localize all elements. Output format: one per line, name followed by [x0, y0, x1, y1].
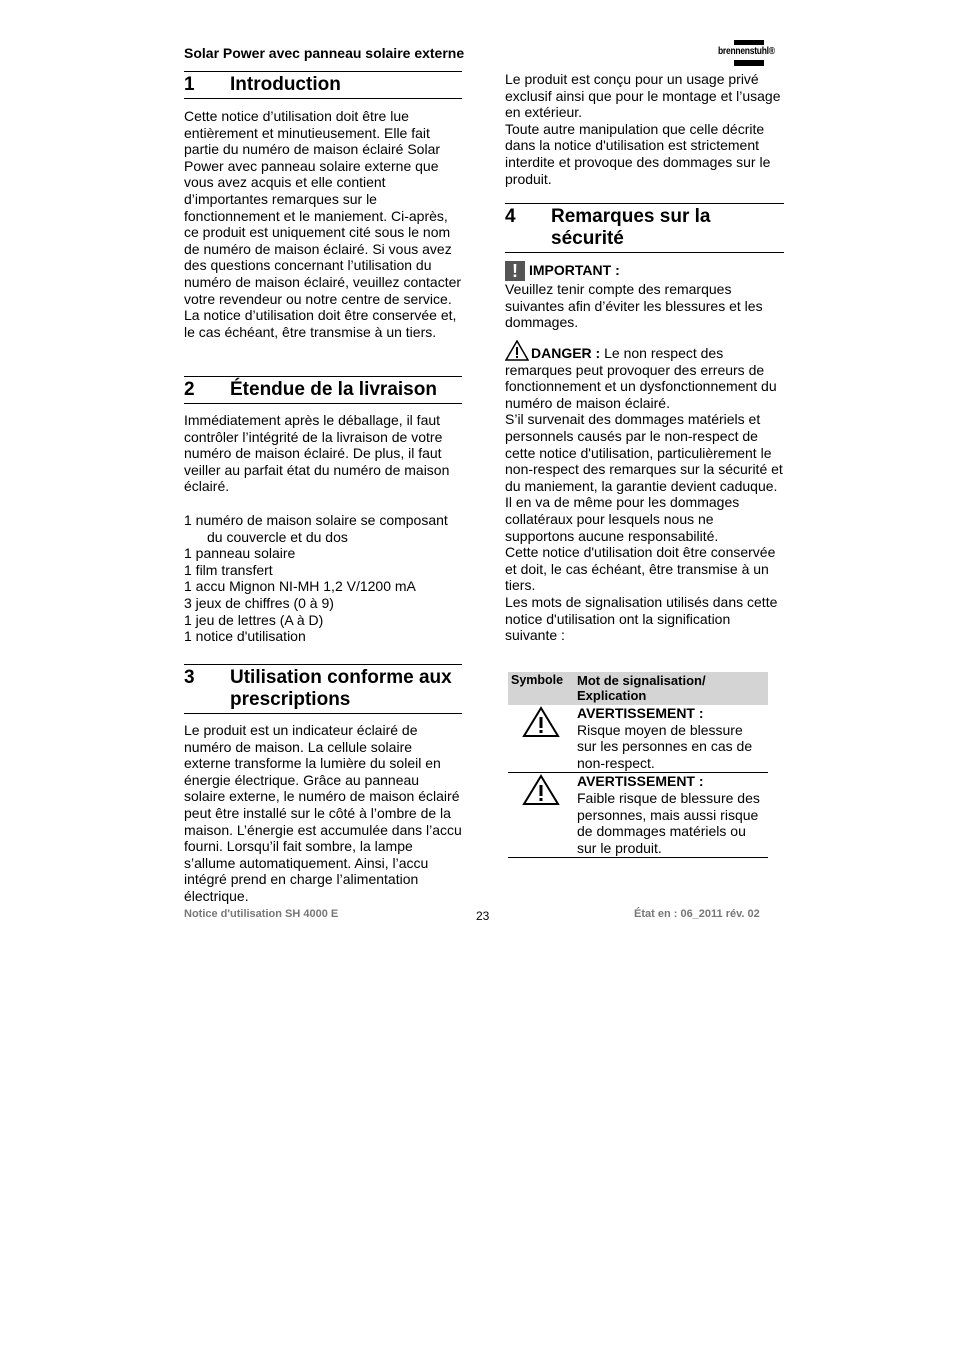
important-text: Veuillez tenir compte des remarques suivantes afin d’éviter les blessures et les dommages.: [505, 281, 763, 331]
safety-paragraph-2: Il en va de même pour les dommages collatéraux pour lesquels nous ne supportons aucune responsabilité.: [505, 494, 740, 544]
delivery-items-list: [184, 512, 462, 645]
section-3-number: 3: [184, 667, 195, 688]
section-4-heading: [505, 203, 784, 253]
signal-word: AVERTISSEMENT :: [577, 705, 704, 721]
danger-notice: [505, 340, 784, 644]
exclamation-icon: !: [505, 261, 525, 281]
table-cell-meaning: [574, 705, 768, 773]
logo-wordmark: brennenstuhl®: [718, 46, 775, 57]
list-item: 1 film transfert: [184, 561, 273, 578]
safety-paragraph-4: Les mots de signalisation utilisés dans cette notice d'utilisation ont la signification suivante :: [505, 593, 778, 644]
important-label: IMPORTANT :: [529, 262, 620, 278]
section-3-title: Utilisation conforme aux prescriptions: [230, 667, 452, 710]
section-1-paragraph: Cette notice d’utilisation doit être lue entièrement et minutieusement. Elle fait partie du numéro de maison éclairé Solar Power avec panneau solaire externe que vous avez acquis et elle contient d’importantes remarques sur le fonctionnement et le maniement. Ci-après, ce produit est uniquement cité sous le nom de numéro de maison éclairé. Si vous avez des questions concernant l’utilisation du numéro de maison éclairé, veuillez contacter votre revendeur ou notre centre de service. La notice d’utilisation doit être conservée et, le cas échéant, être transmise à un tiers.: [184, 108, 462, 340]
important-notice: [505, 261, 784, 331]
section-3-continued-paragraph-2: Toute autre manipulation que celle décrite dans la notice d'utilisation est strictement interdite et provoque des dommages sur le produit.: [505, 120, 771, 187]
list-item: 1 panneau solaire: [184, 545, 296, 562]
warning-triangle-icon: [522, 706, 560, 738]
section-1-body: [184, 108, 462, 340]
section-3-continued-paragraph-1: Le produit est conçu pour un usage privé exclusif ainsi que pour le montage et l’usage en extérieur.: [505, 71, 781, 121]
warning-triangle-icon: [522, 774, 560, 806]
table-header-row: [508, 672, 768, 705]
warning-triangle-icon: [505, 340, 529, 361]
safety-paragraph-3: Cette notice d'utilisation doit être conservée et doit, le cas échéant, être transmise à un tiers.: [505, 544, 776, 594]
table-header-meaning: Mot de signalisation/ Explication: [574, 672, 768, 705]
section-2-title: Étendue de la livraison: [230, 379, 437, 400]
logo-bar-top: [734, 40, 764, 45]
section-3-continued: [505, 71, 784, 187]
table-cell-symbol: [508, 705, 574, 773]
section-4-title: Remarques sur la sécurité: [551, 206, 711, 249]
signal-explanation: Faible risque de blessure des personnes, mais aussi risque de dommages matériels ou sur le produit.: [577, 789, 760, 856]
list-item: 1 accu Mignon NI-MH 1,2 V/1200 mA: [184, 578, 416, 595]
section-3-body: [184, 722, 462, 905]
document-header-title: Solar Power avec panneau solaire externe: [184, 45, 465, 61]
list-item: 3 jeux de chiffres (0 à 9): [184, 594, 334, 611]
signal-word: AVERTISSEMENT :: [577, 773, 704, 790]
list-item: 1 notice d'utilisation: [184, 628, 306, 645]
footer-revision: État en : 06_2011 rév. 02: [634, 908, 760, 920]
table-header-symbol: Symbole: [508, 672, 574, 705]
table-row: [508, 773, 768, 858]
table-cell-symbol: [508, 773, 574, 858]
signal-words-table: [508, 672, 768, 858]
signal-explanation: Risque moyen de blessure sur les personnes en cas de non-respect.: [577, 721, 753, 771]
section-2-body: [184, 412, 462, 495]
list-item: 1 jeu de lettres (A à D): [184, 611, 324, 628]
safety-paragraph-1: S’il survenait des dommages matériels et personnels causés par le non-respect de cette notice d'utilisation, particulièrement le non-respect des remarques sur la sécurité et du maniement, la garantie devient caduque.: [505, 411, 783, 494]
section-3-paragraph: Le produit est un indicateur éclairé de numéro de maison. La cellule solaire externe transforme la lumière du soleil en énergie électrique. Grâce au panneau solaire externe, le numéro de maison éclairé peut être installé sur le côté à l’ombre de la maison. L’énergie est accumulée dans l’accu fourni. Lorsqu’il fait sombre, la lampe s’allume automatiquement. Ainsi, l’accu intégré prend en charge l’alimentation électrique.: [184, 722, 462, 904]
section-2-paragraph: Immédiatement après le déballage, il faut contrôler l’intégrité de la livraison de votre numéro de maison éclairé. De plus, il faut veiller au parfait état du numéro de maison éclairé.: [184, 412, 450, 495]
danger-label: DANGER :: [531, 345, 601, 361]
brand-logo: [718, 40, 782, 68]
table-cell-meaning: [574, 773, 768, 858]
section-1-title: Introduction: [230, 74, 341, 95]
section-1-heading: [184, 71, 462, 99]
section-4-number: 4: [505, 206, 516, 227]
footer-page-number: 23: [476, 909, 490, 923]
section-2-heading: [184, 376, 462, 404]
table-row: [508, 705, 768, 773]
logo-bar-bottom: [734, 60, 764, 66]
danger-text: Le non respect des remarques peut provoquer des erreurs de fonctionnement et un dysfonctionnement du numéro de maison éclairé.: [505, 345, 777, 411]
section-1-number: 1: [184, 74, 195, 95]
footer-document-name: Notice d'utilisation SH 4000 E: [184, 908, 339, 920]
section-3-heading: [184, 664, 462, 714]
list-item: 1 numéro de maison solaire se composant du couvercle et du dos: [184, 512, 448, 545]
section-2-number: 2: [184, 379, 195, 400]
